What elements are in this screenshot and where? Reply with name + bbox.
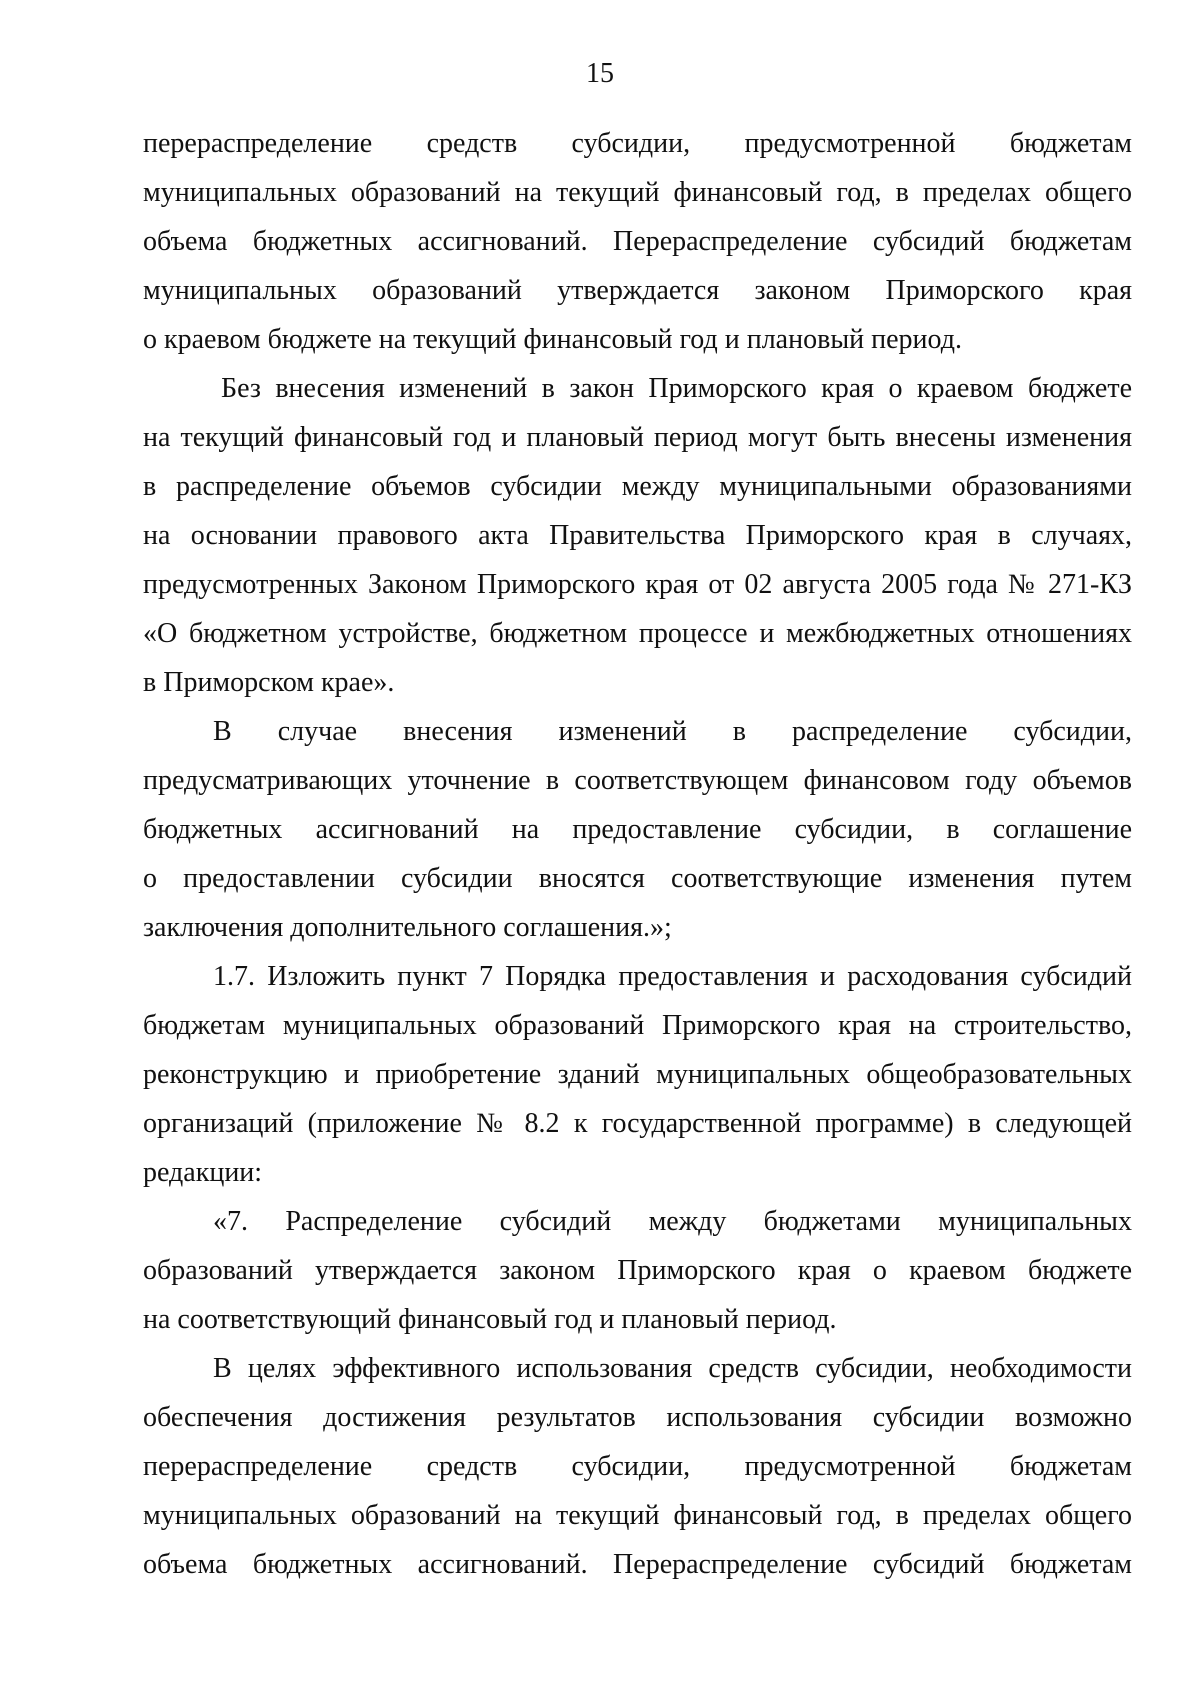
- text-line: перераспределение средств субсидии, предусмотренной бюджетам: [143, 128, 1132, 159]
- text-line: на текущий финансовый год и плановый период могут быть внесены изменения: [143, 422, 1132, 453]
- page-number: 15: [586, 58, 614, 89]
- text-line: В случае внесения изменений в распределение субсидии,: [213, 716, 1132, 747]
- document-body: [143, 119, 1132, 1589]
- text-line: редакции:: [143, 1157, 263, 1188]
- text-line: предусмотренных Законом Приморского края от 02 августа 2005 года № 271-КЗ: [143, 569, 1132, 600]
- text-line: на соответствующий финансовый год и плановый период.: [143, 1304, 837, 1335]
- text-line: объема бюджетных ассигнований. Перераспределение субсидий бюджетам: [143, 1549, 1132, 1580]
- text-line: муниципальных образований утверждается законом Приморского края: [143, 275, 1132, 306]
- paragraph: [143, 707, 1132, 952]
- text-line: в Приморском крае».: [143, 667, 395, 698]
- text-line: образований утверждается законом Приморского края о краевом бюджете: [143, 1255, 1132, 1286]
- text-line: Без внесения изменений в закон Приморского края о краевом бюджете: [221, 373, 1132, 404]
- paragraph: [143, 1344, 1132, 1589]
- text-line: на основании правового акта Правительства Приморского края в случаях,: [143, 520, 1132, 551]
- paragraph: [143, 952, 1132, 1197]
- text-line: организаций (приложение № 8.2 к государственной программе) в следующей: [143, 1108, 1132, 1139]
- text-line: В целях эффективного использования средств субсидии, необходимости: [213, 1353, 1132, 1384]
- text-line: перераспределение средств субсидии, предусмотренной бюджетам: [143, 1451, 1132, 1482]
- text-line: обеспечения достижения результатов использования субсидии возможно: [143, 1402, 1132, 1433]
- paragraph: [143, 364, 1132, 707]
- text-line: о предоставлении субсидии вносятся соответствующие изменения путем: [143, 863, 1132, 894]
- text-line: «7. Распределение субсидий между бюджетами муниципальных: [213, 1206, 1132, 1237]
- text-line: заключения дополнительного соглашения.»;: [143, 912, 672, 943]
- paragraph: [143, 1197, 1132, 1344]
- text-line: предусматривающих уточнение в соответствующем финансовом году объемов: [143, 765, 1132, 796]
- text-line: о краевом бюджете на текущий финансовый год и плановый период.: [143, 324, 962, 355]
- paragraph: [143, 119, 1132, 364]
- text-line: объема бюджетных ассигнований. Перераспределение субсидий бюджетам: [143, 226, 1132, 257]
- text-line: в распределение объемов субсидии между муниципальными образованиями: [143, 471, 1132, 502]
- text-line: бюджетных ассигнований на предоставление субсидии, в соглашение: [143, 814, 1132, 845]
- text-line: муниципальных образований на текущий финансовый год, в пределах общего: [143, 177, 1132, 208]
- text-line: реконструкцию и приобретение зданий муниципальных общеобразовательных: [143, 1059, 1132, 1090]
- text-line: муниципальных образований на текущий финансовый год, в пределах общего: [143, 1500, 1132, 1531]
- text-line: «О бюджетном устройстве, бюджетном процессе и межбюджетных отношениях: [143, 618, 1132, 649]
- text-line: бюджетам муниципальных образований Приморского края на строительство,: [143, 1010, 1132, 1041]
- text-line: 1.7. Изложить пункт 7 Порядка предоставления и расходования субсидий: [213, 961, 1132, 992]
